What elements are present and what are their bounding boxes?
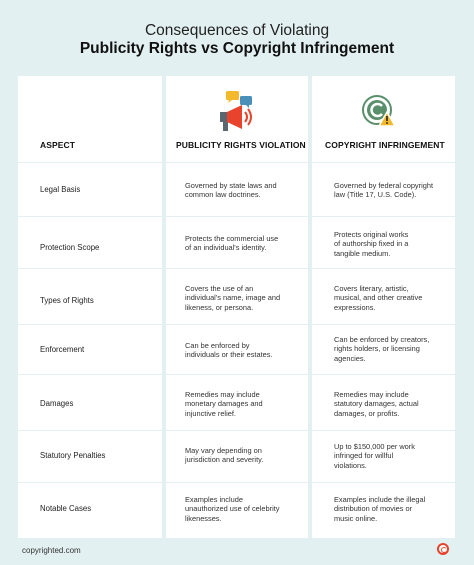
publicity-enforcement: Can be enforced by individuals or their estates. <box>185 341 273 360</box>
aspect-types-of-rights: Types of Rights <box>40 296 94 305</box>
copyright-enforcement: Can be enforced by creators, rights holders, or licensing agencies. <box>334 335 430 363</box>
row-divider <box>18 374 455 375</box>
publicity-types-of-rights: Covers the use of an individual's name, image and likeness, or persona. <box>185 284 281 312</box>
publicity-damages: Remedies may include monetary damages and injunctive relief. <box>185 390 263 418</box>
copyright-warning-icon <box>360 88 400 134</box>
aspect-enforcement: Enforcement <box>40 345 85 354</box>
publicity-legal-basis: Governed by state laws and common law doctrines. <box>185 181 277 200</box>
copyright-protection-scope: Protects original works of authorship fixed in a tangible medium. <box>334 230 409 258</box>
column-header-publicity: PUBLICITY RIGHTS VIOLATION <box>176 140 306 150</box>
row-divider <box>18 216 455 217</box>
page-title-line2: Publicity Rights vs Copyright Infringement <box>79 40 395 57</box>
row-divider <box>18 324 455 325</box>
row-divider <box>18 482 455 483</box>
row-divider <box>18 430 455 431</box>
megaphone-icon <box>214 88 254 134</box>
aspect-legal-basis: Legal Basis <box>40 185 81 194</box>
copyright-statutory-penalties: Up to $150,000 per work infringed for willful violations. <box>334 442 415 470</box>
column-header-copyright: COPYRIGHT INFRINGEMENT <box>325 140 445 150</box>
publicity-notable-cases: Examples include unauthorized use of celebrity likenesses. <box>185 495 280 523</box>
column-header-aspect: ASPECT <box>40 140 76 150</box>
aspect-notable-cases: Notable Cases <box>40 504 92 513</box>
copyright-types-of-rights: Covers literary, artistic, musical, and other creative expressions. <box>334 284 423 312</box>
copyright-notable-cases: Examples include the illegal distribution of movies or music online. <box>334 495 426 523</box>
footer-site[interactable]: copyrighted.com <box>22 546 81 555</box>
copyright-damages: Remedies may include statutory damages, actual damages, or profits. <box>334 390 419 418</box>
aspect-statutory-penalties: Statutory Penalties <box>40 451 106 460</box>
copyrighted-logo-icon <box>437 543 449 555</box>
copyright-legal-basis: Governed by federal copyright law (Title 17, U.S. Code). <box>334 181 434 200</box>
publicity-protection-scope: Protects the commercial use of an individual's identity. <box>185 234 279 253</box>
publicity-statutory-penalties: May vary depending on jurisdiction and severity. <box>185 446 264 465</box>
aspect-protection-scope: Protection Scope <box>40 243 100 252</box>
aspect-damages: Damages <box>40 399 74 408</box>
row-divider <box>18 162 455 163</box>
row-divider <box>18 268 455 269</box>
page-title-line1: Consequences of Violating <box>144 22 330 39</box>
